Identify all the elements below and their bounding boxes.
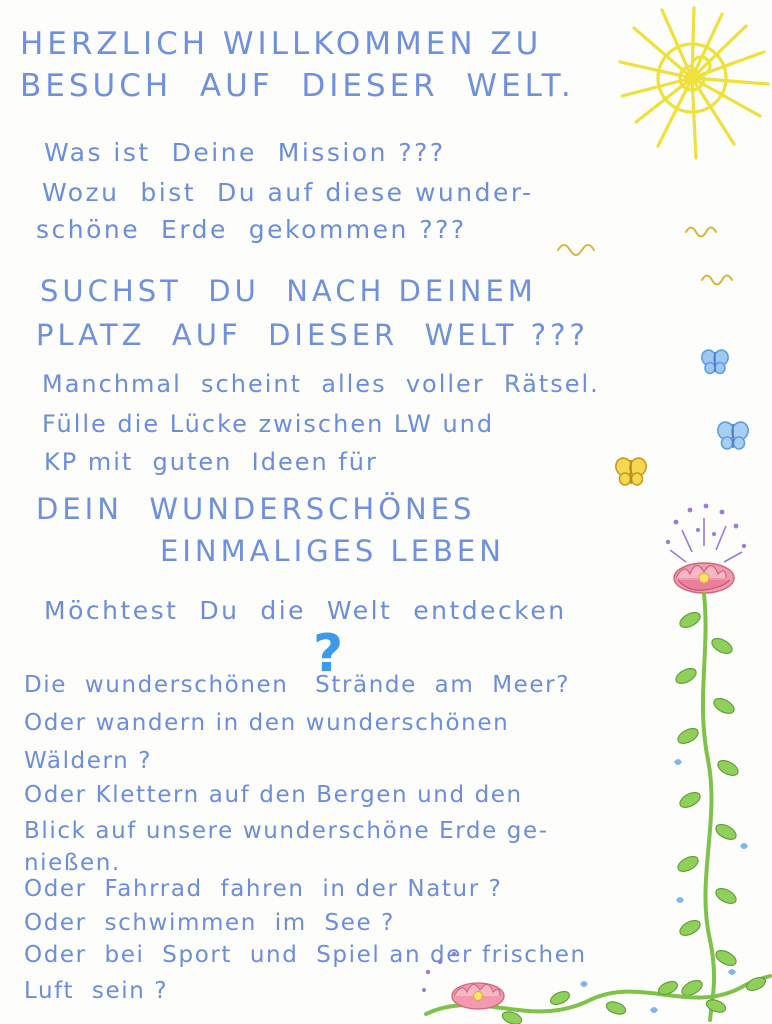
butterfly-blue-1-icon [700, 348, 730, 376]
list-item-niessen: nießen. [24, 850, 121, 876]
list-item-wandern-1: Oder wandern in den wunderschönen [24, 710, 510, 736]
text-manchmal: Manchmal scheint alles voller Rätsel. [42, 370, 600, 398]
butterfly-yellow-icon [614, 456, 648, 488]
list-item-wandern-2: Wäldern ? [24, 748, 153, 774]
squiggle-icon-3 [700, 270, 736, 286]
list-item-klettern: Oder Klettern auf den Bergen und den [24, 782, 523, 808]
text-fuelle: Fülle die Lücke zwischen LW und [42, 410, 495, 438]
list-item-schwimmen: Oder schwimmen im See ? [24, 910, 395, 936]
heading-suchst-2: PLATZ AUF DIESER WELT ??? [36, 318, 589, 352]
squiggle-icon-1 [556, 238, 596, 256]
text-kp: KP mit guten Ideen für [44, 448, 378, 476]
heading-dein: DEIN WUNDERSCHÖNES [36, 492, 476, 526]
list-item-fahrrad: Oder Fahrrad fahren in der Natur ? [24, 876, 503, 902]
heading-suchst-1: SUCHST DU NACH DEINEM [40, 274, 537, 308]
butterfly-blue-2-icon [716, 420, 750, 452]
svg-text:?: ? [313, 626, 344, 682]
question-wozu-2: schöne Erde gekommen ??? [36, 215, 467, 244]
heading-line-1: HERZLICH WILLKOMMEN ZU [20, 26, 543, 62]
question-wozu-1: Wozu bist Du auf diese wunder- [42, 178, 534, 207]
squiggle-icon-2 [684, 222, 720, 238]
question-mission: Was ist Deine Mission ??? [44, 138, 446, 167]
list-item-blick: Blick auf unsere wunderschöne Erde ge- [24, 818, 549, 844]
list-item-sport-2: Luft sein ? [24, 978, 169, 1004]
sun-drawing [612, 0, 772, 160]
heading-line-2: BESUCH AUF DIESER WELT. [20, 68, 575, 104]
heading-einmaliges: EINMALIGES LEBEN [160, 534, 505, 568]
list-item-sport-1: Oder bei Sport und Spiel an der frischen [24, 942, 587, 968]
list-item-straende: Die wunderschönen Strände am Meer? [24, 672, 571, 698]
question-entdecken: Möchtest Du die Welt entdecken [44, 596, 567, 625]
